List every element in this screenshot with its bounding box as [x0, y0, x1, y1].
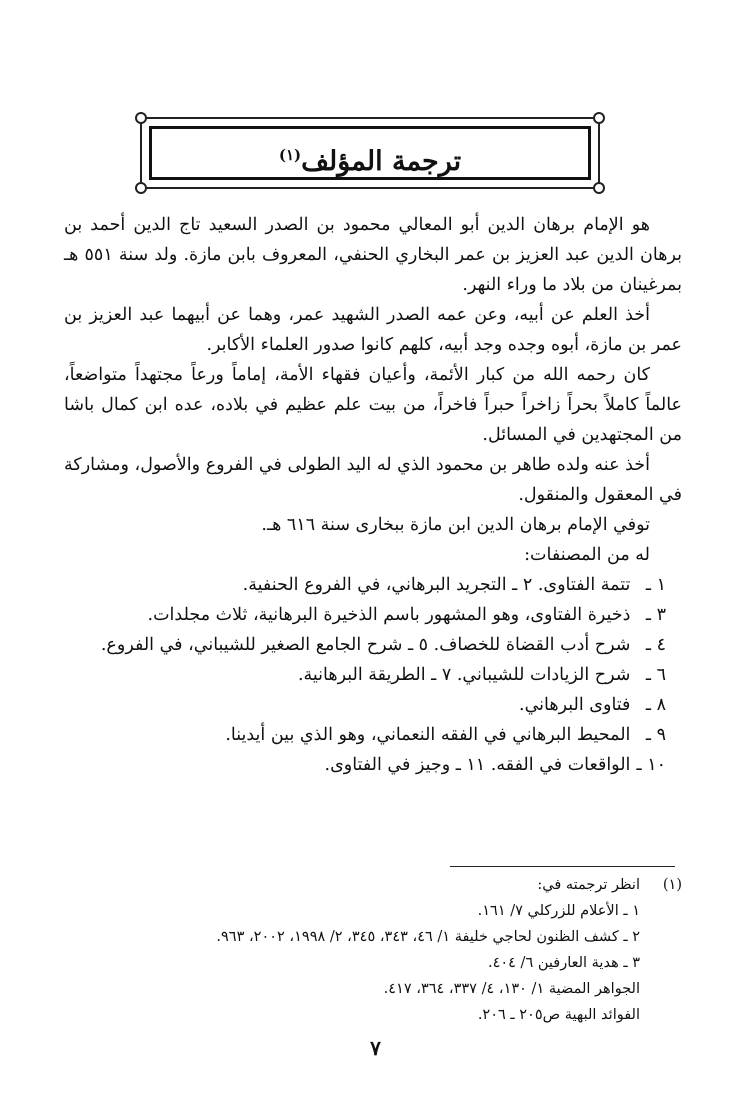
footnote-line: الفوائد البهية ص٢٠٥ ـ ٢٠٦. [477, 1007, 640, 1023]
works-intro: له من المصنفات: [524, 545, 650, 565]
list-item [64, 750, 682, 780]
title-frame [140, 117, 600, 189]
paragraph: أخذ العلم عن أبيه، وعن عمه الصدر الشهيد عمر، وهما عن أبيهما عبد العزيز بن عمر بن مازة، أبوه وجده وجد أبيه، كلهم كانوا صدور العلماء الأكابر. [64, 305, 682, 355]
work-title: المحيط البرهاني في الفقه النعماني، وهو الذي بين أيدينا. [225, 725, 631, 745]
list-item [64, 630, 682, 660]
paragraph: كان رحمه الله من كبار الأئمة، وأعيان فقهاء الأمة، إماماً ورعاً مجتهداً متواضعاً، عالماً كاملاً بحراً زاخراً حبراً فاخراً، من بيت علم عظيم في بلاده، عده ابن كمال باشا من المجتهدين في المسائل. [64, 365, 682, 445]
work-number: ٨ ـ [645, 695, 666, 715]
work-title: ذخيرة الفتاوى، وهو المشهور باسم الذخيرة البرهانية، ثلاث مجلدات. [147, 605, 631, 625]
footnote-heading-text: انظر ترجمته في: [537, 877, 640, 893]
footnote-separator [450, 866, 675, 867]
page-title-text: ترجمة المؤلف [301, 146, 462, 177]
work-number: ٩ ـ [645, 725, 666, 745]
frame-corner-ornament [593, 112, 605, 124]
work-title: فتاوى البرهاني. [519, 695, 631, 715]
list-item [64, 660, 682, 690]
work-number: ٤ ـ [645, 635, 666, 655]
work-title: شرح أدب القضاة للخصاف. ٥ ـ شرح الجامع الصغير للشيباني، في الفروع. [100, 635, 631, 655]
death-note: توفي الإمام برهان الدين ابن مازة ببخارى سنة ٦١٦ هـ. [261, 515, 650, 535]
works-list [64, 570, 682, 780]
frame-corner-ornament [135, 182, 147, 194]
work-title: شرح الزيادات للشيباني. ٧ ـ الطريقة البرهانية. [297, 665, 631, 685]
footnotes [64, 872, 682, 1028]
footnote-line: ٢ ـ كشف الظنون لحاجي خليفة ١/ ٤٦، ٣٤٣، ٣٤٥، ٢/ ١٩٩٨، ٢٠٠٢، ٩٦٣. [216, 929, 640, 945]
work-title: الواقعات في الفقه. ١١ ـ وجيز في الفتاوى. [324, 755, 631, 775]
work-number: ٣ ـ [645, 605, 666, 625]
biography-body [64, 210, 682, 780]
page-number: ٧ [370, 1036, 381, 1060]
work-number: ١ ـ [645, 575, 666, 595]
list-item [64, 690, 682, 720]
page-title [142, 137, 598, 180]
list-item [64, 570, 682, 600]
frame-corner-ornament [135, 112, 147, 124]
footnote-heading [64, 872, 682, 898]
footnote-line: الجواهر المضية ١/ ١٣٠، ٤/ ٣٣٧، ٣٦٤، ٤١٧. [383, 981, 640, 997]
list-item [64, 720, 682, 750]
paragraph: هو الإمام برهان الدين أبو المعالي محمود بن الصدر السعيد تاج الدين أحمد بن برهان الدين عبد العزيز بن عمر البخاري الحنفي، المعروف بابن مازة. ولد سنة ٥٥١ هـ بمرغينان من بلاد ما وراء النهر. [64, 215, 682, 295]
list-item [64, 600, 682, 630]
footnote-mark: (١) [662, 877, 682, 893]
footnote-line: ٣ ـ هدية العارفين ٦/ ٤٠٤. [487, 955, 640, 971]
work-number: ١٠ ـ [636, 755, 666, 775]
work-number: ٦ ـ [645, 665, 666, 685]
frame-corner-ornament [593, 182, 605, 194]
title-footnote-mark: (١) [278, 146, 302, 164]
work-title: تتمة الفتاوى. ٢ ـ التجريد البرهاني، في الفروع الحنفية. [242, 575, 631, 595]
footnote-line: ١ ـ الأعلام للزركلي ٧/ ١٦١. [477, 903, 640, 919]
paragraph: أخذ عنه ولده طاهر بن محمود الذي له اليد الطولى في الفروع والأصول، ومشاركة في المعقول والمنقول. [64, 455, 682, 505]
